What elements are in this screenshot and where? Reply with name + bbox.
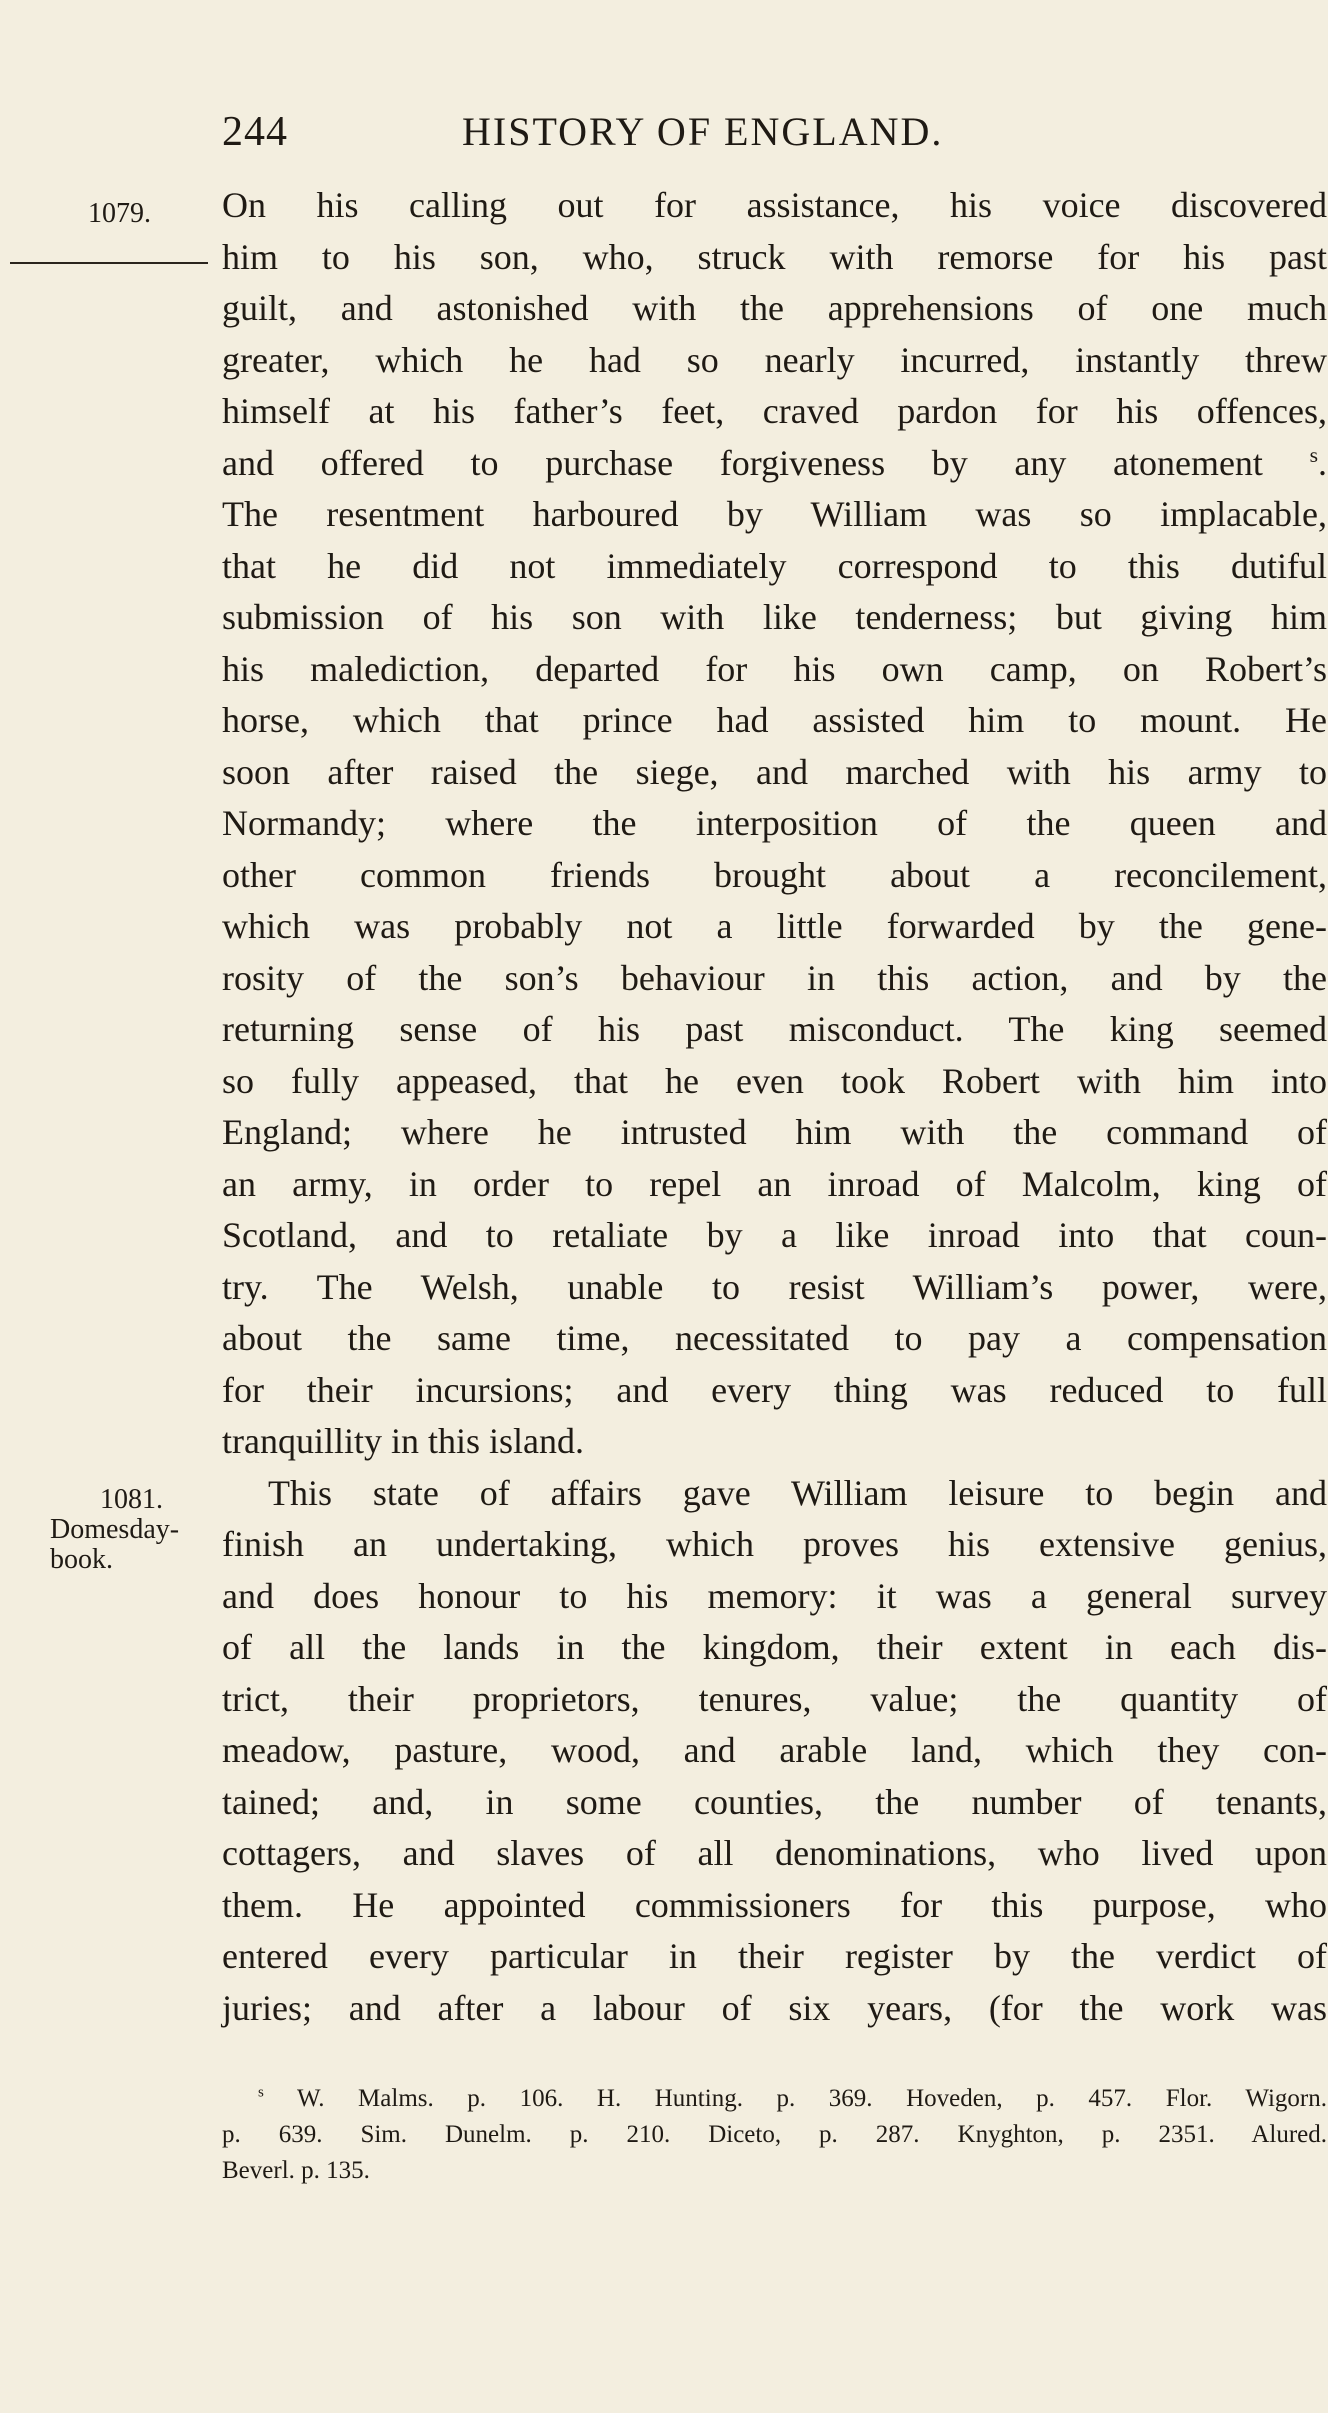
- text-line: try. The Welsh, unable to resist William’s power, were,: [222, 1266, 1327, 1307]
- footnote-marker: s: [258, 2084, 264, 2101]
- text-line: guilt, and astonished with the apprehensions of one much: [222, 288, 1327, 328]
- running-title: HISTORY OF ENGLAND.: [462, 109, 944, 154]
- text-line: submission of his son with like tenderness; but giving him: [222, 597, 1327, 637]
- footnote-line: p. 639. Sim. Dunelm. p. 210. Diceto, p. 287. Knyghton, p. 2351. Alured.: [222, 2121, 1327, 2148]
- text-line: This state of affairs gave William leisure to begin and: [268, 1472, 1327, 1513]
- text-line: trict, their proprietors, tenures, value; the quantity of: [222, 1678, 1327, 1719]
- text-line: On his calling out for assistance, his voice discovered: [222, 185, 1327, 225]
- text-line: cottagers, and slaves of all denominations, who lived upon: [222, 1833, 1327, 1873]
- text-line: The resentment harboured by William was so implacable,: [222, 494, 1327, 534]
- text-line: about the same time, necessitated to pay a compensation: [222, 1318, 1327, 1358]
- footnote: [222, 2081, 1327, 2189]
- text-line: his malediction, departed for his own camp, on Robert’s: [222, 648, 1327, 689]
- text-line: tained; and, in some counties, the number of tenants,: [222, 1781, 1327, 1822]
- margin-note-line-1: Domesday-: [50, 1514, 180, 1545]
- text-line-with-footnote-ref: [222, 438, 1327, 490]
- footnote-line: Beverl. p. 135.: [222, 2157, 370, 2184]
- page-header: [222, 108, 1327, 168]
- margin-year-1079: 1079.: [88, 198, 151, 229]
- text-line: which was probably not a little forwarded by the gene-: [222, 906, 1327, 946]
- text-line: Normandy; where the interposition of the queen and: [222, 803, 1327, 843]
- text-line: England; where he intrusted him with the command of: [222, 1112, 1327, 1152]
- footnote-line-text: W. Malms. p. 106. H. Hunting. p. 369. Hoveden, p. 457. Flor. Wigorn.: [296, 2085, 1327, 2112]
- text-line: him to his son, who, struck with remorse for his past: [222, 236, 1327, 277]
- margin-year-1081: 1081.: [100, 1484, 163, 1515]
- text-line: entered every particular in their register by the verdict of: [222, 1936, 1327, 1976]
- text-line: rosity of the son’s behaviour in this action, and by the: [222, 957, 1327, 998]
- text-line-content: and offered to purchase forgiveness by any atonement: [222, 442, 1263, 483]
- text-line: himself at his father’s feet, craved pardon for his offences,: [222, 391, 1327, 431]
- text-line: tranquillity in this island.: [222, 1421, 584, 1461]
- margin-rule: [10, 262, 208, 264]
- text-line: horse, which that prince had assisted him to mount. He: [222, 700, 1327, 740]
- text-line: them. He appointed commissioners for this purpose, who: [222, 1884, 1327, 1925]
- margin-note-domesday: [50, 1485, 216, 1575]
- text-line: returning sense of his past misconduct. The king seemed: [222, 1009, 1327, 1049]
- text-line: greater, which he had so nearly incurred, instantly threw: [222, 339, 1327, 380]
- margin-note-line-2: book.: [50, 1544, 113, 1575]
- footnote-line: [222, 2081, 1327, 2117]
- text-line: for their incursions; and every thing was reduced to full: [222, 1369, 1327, 1410]
- text-line: that he did not immediately correspond to this dutiful: [222, 545, 1327, 586]
- text-line: and does honour to his memory: it was a general survey: [222, 1575, 1327, 1616]
- text-line: so fully appeased, that he even took Robert with him into: [222, 1060, 1327, 1101]
- footnote-reference-period: .: [1318, 442, 1327, 483]
- text-line: an army, in order to repel an inroad of Malcolm, king of: [222, 1163, 1327, 1204]
- text-line: Scotland, and to retaliate by a like inroad into that coun-: [222, 1215, 1327, 1255]
- text-line: finish an undertaking, which proves his extensive genius,: [222, 1524, 1327, 1564]
- text-line: juries; and after a labour of six years, (for the work was: [222, 1987, 1327, 2028]
- text-line: meadow, pasture, wood, and arable land, which they con-: [222, 1730, 1327, 1770]
- text-line: soon after raised the siege, and marched with his army to: [222, 751, 1327, 792]
- text-line: of all the lands in the kingdom, their extent in each dis-: [222, 1627, 1327, 1667]
- body-text: [222, 180, 1327, 2034]
- page-number: 244: [222, 109, 288, 155]
- footnote-reference: s: [1309, 442, 1318, 467]
- text-line: other common friends brought about a reconcilement,: [222, 854, 1327, 895]
